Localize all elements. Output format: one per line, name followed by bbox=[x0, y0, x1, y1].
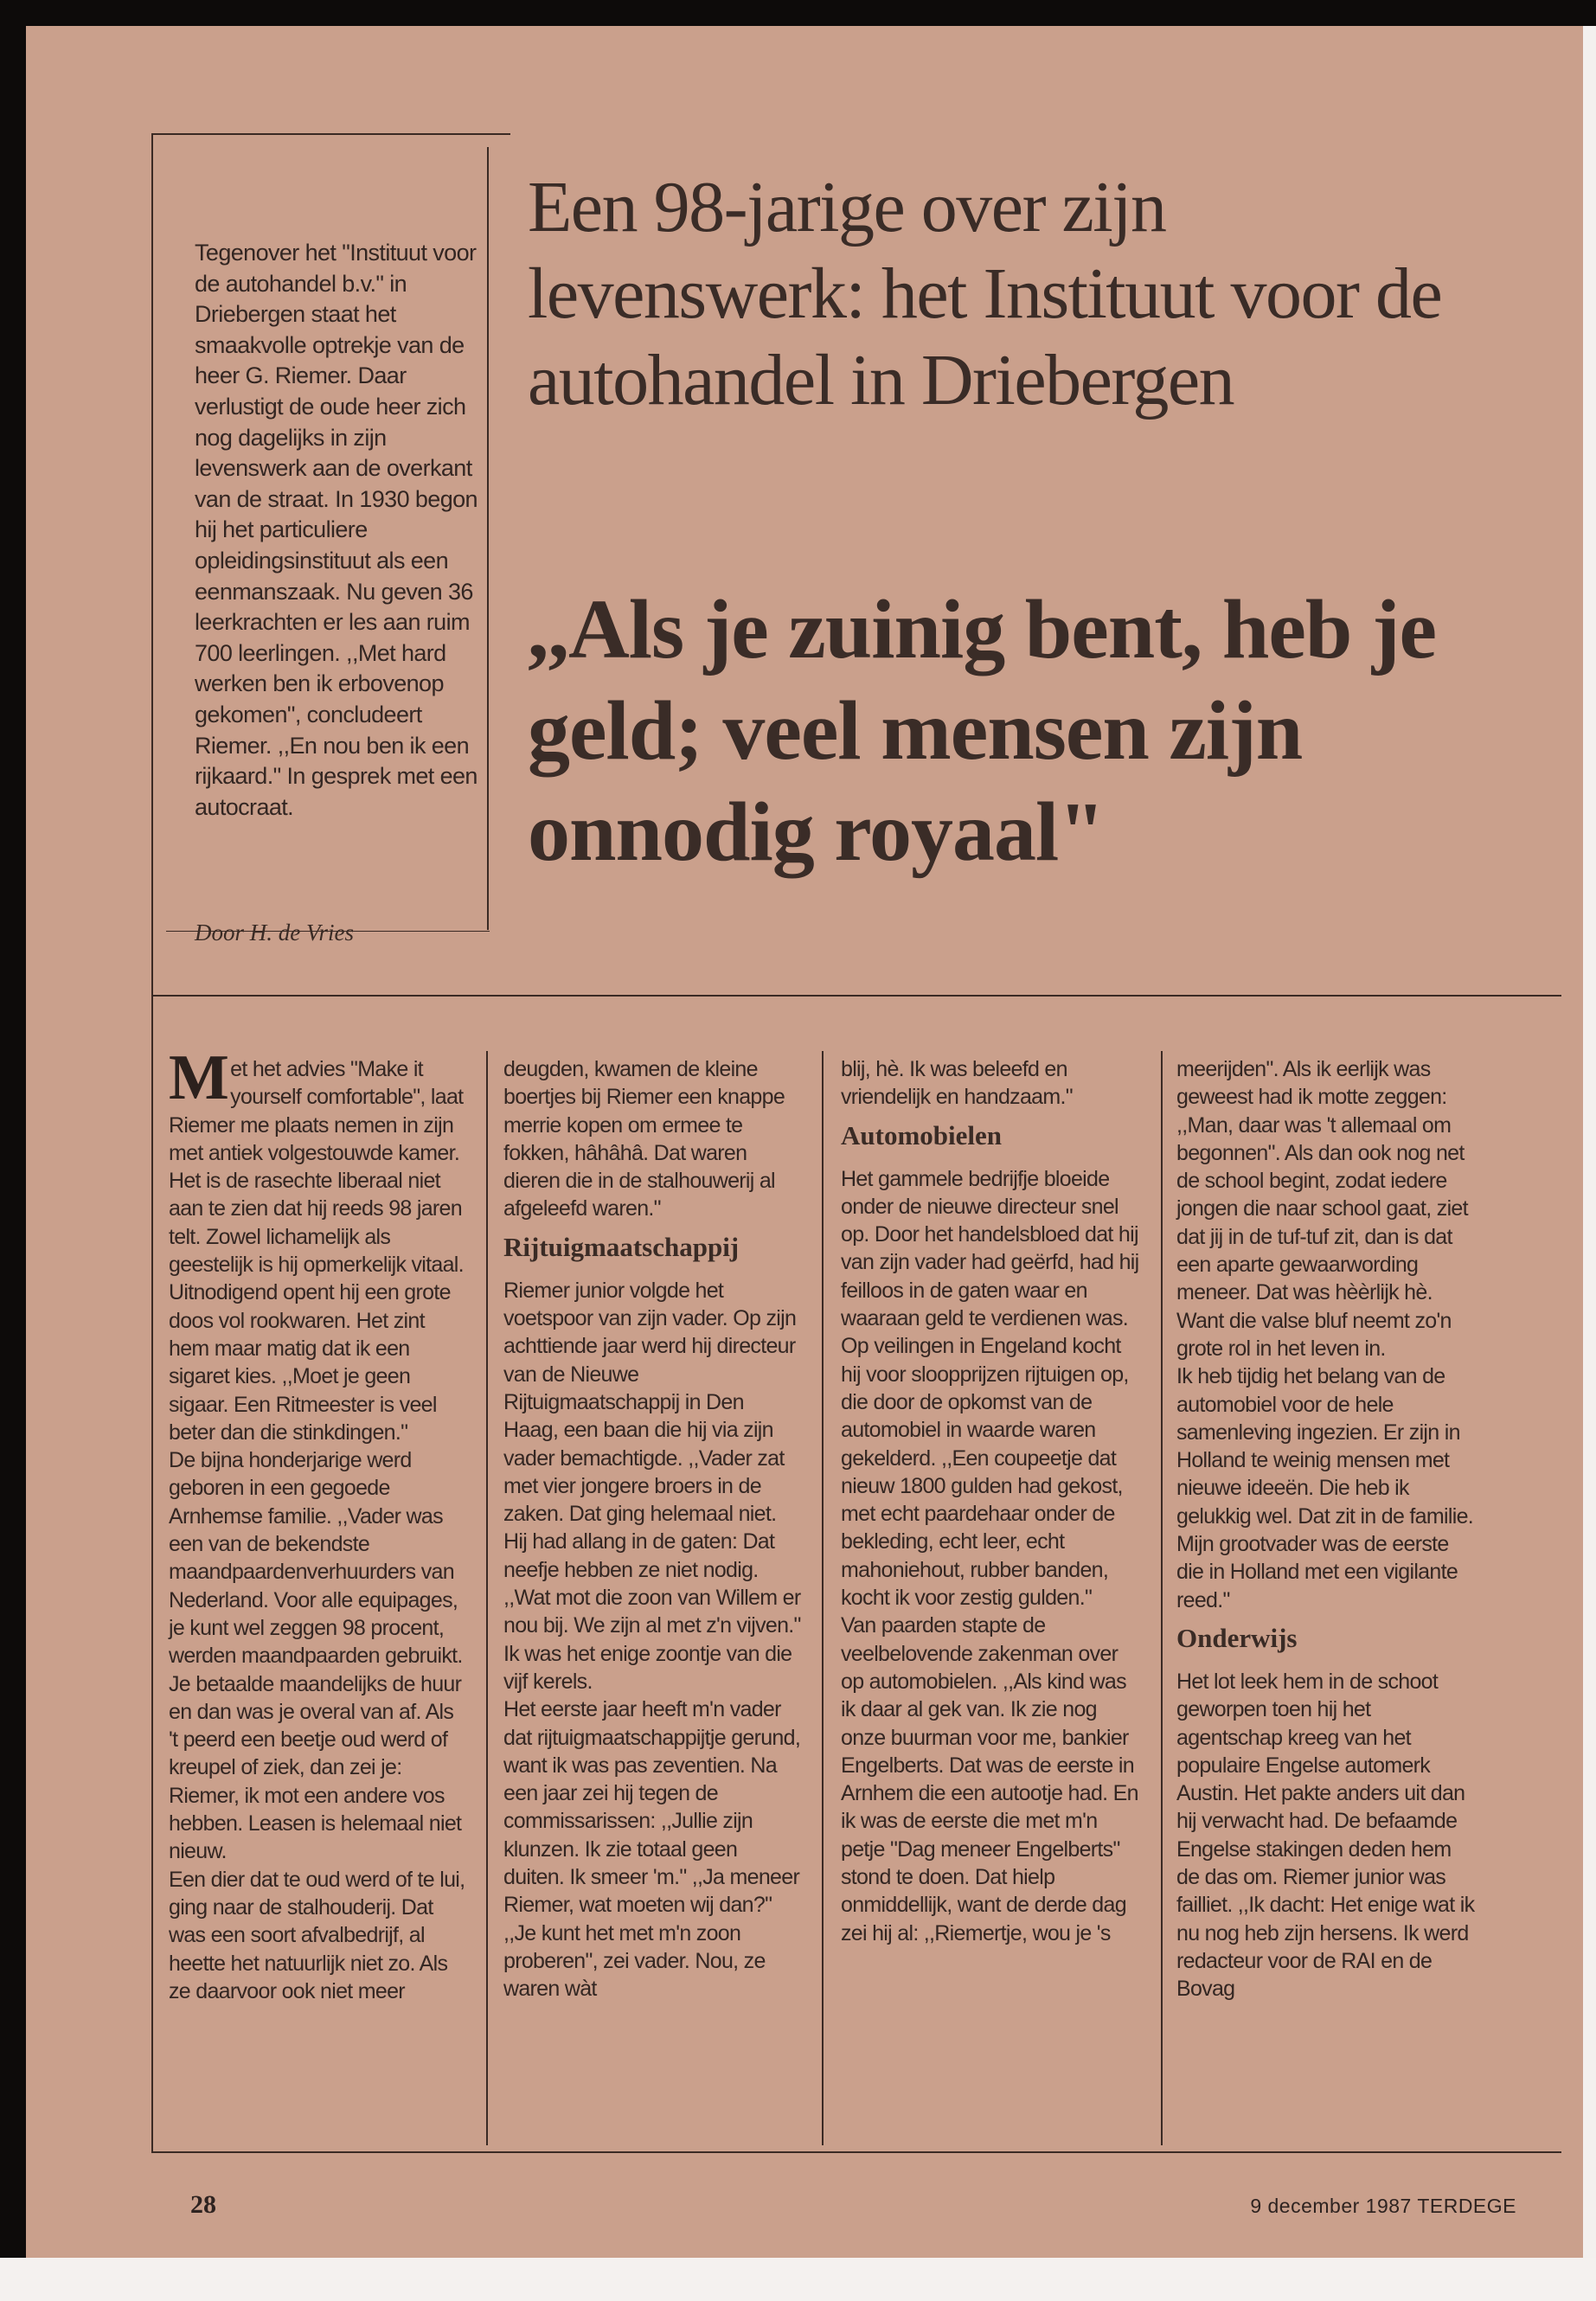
subheading-onderwijs: Onderwijs bbox=[1176, 1622, 1298, 1653]
column-4 bbox=[1176, 1055, 1475, 2003]
subheading-rijtuigmaatschappij: Rijtuigmaatschappij bbox=[503, 1231, 740, 1262]
column-4-paragraph: meerijden". Als ik eerlijk was geweest had ik motte zeggen: ,,Man, daar was 't allemaal om begonnen". Als dan ook nog net de school begint, zodat iedere jongen die naar school gaat, ziet dat jij in de tuf-tuf zit, dan is dat een aparte gewaarwording meneer. Dat was hèèrlijk hè. Want die valse bluf neemt zo'n grote rol in het leven in. bbox=[1176, 1057, 1468, 1361]
column-divider-3 bbox=[1161, 1051, 1163, 2145]
body-top-rule bbox=[151, 995, 1561, 997]
column-1-paragraph bbox=[169, 1042, 467, 1446]
page-number: 28 bbox=[190, 2190, 216, 2219]
magazine-page bbox=[26, 26, 1583, 2266]
byline: Door H. de Vries bbox=[195, 920, 354, 945]
article-intro bbox=[195, 238, 489, 823]
column-3-paragraph: Van paarden stapte de veelbelovende zakenman over op automobielen. ,,Als kind was ik daar al gek van. Ik zie nog onze buurman voor me, bankier Engelberts. Dat was de eerste in Arnhem die een autootje had. En ik was de eerste die met m'n petje "Dag meneer Engelberts" stond te doen. Dat hielp onmiddellijk, want de derde dag zei hij al: ,,Riemertje, wou je 's bbox=[841, 1613, 1138, 1945]
top-rule bbox=[151, 133, 510, 135]
article-title: Een 98-jarige over zijn levenswerk: het Instituut voor de autohandel in Driebergen bbox=[528, 167, 1442, 420]
column-3-paragraph: Het gammele bedrijfje bloeide onder de nieuwe directeur snel op. Door het handelsbloed dat hij van zijn vader had geërfd, had hij feilloos in de gaten waar en waaraan geld te verdienen was. Op veilingen in Engeland kocht hij voor sloopprijzen rijtuigen op, die door de opkomst van de automobiel in waarde waren gekelderd. ,,Een coupeetje dat nieuw 1800 gulden had gekost, met echt paardehaar onder de bekleding, echt leer, echt mahoniehout, rubber banden, kocht ik voor zestig gulden." bbox=[841, 1166, 1139, 1611]
column-2-paragraph: Riemer junior volgde het voetspoor van zijn vader. Op zijn achttiende jaar werd hij directeur van de Nieuwe Rijtuigmaatschappij in Den Haag, een baan die hij via zijn vader bemachtigde. ,,Vader zat met vier jongere broers in de zaken. Dat ging helemaal niet. Hij had allang in de gaten: Dat neefje hebben ze niet nodig. ,,Wat mot die zoon van Willem er nou bij. We zijn al met z'n vijven." Ik was het enige zoontje van die vijf kerels. bbox=[503, 1278, 801, 1694]
column-divider-2 bbox=[822, 1051, 824, 2145]
left-rule bbox=[151, 133, 153, 2153]
column-3 bbox=[841, 1055, 1139, 1947]
column-2 bbox=[503, 1055, 802, 2003]
column-4-paragraph: Ik heb tijdig het belang van de automobiel voor de hele samenleving ingezien. Er zijn in Holland te weinig mensen met nieuwe ideeën. Die heb ik gelukkig wel. Dat zit in de familie. Mijn grootvader was de eerste die in Holland met een vigilante reed." bbox=[1176, 1364, 1474, 1612]
subheading-automobielen: Automobielen bbox=[841, 1119, 1002, 1150]
column-2-paragraph: Het eerste jaar heeft m'n vader dat rijtuigmaatschappijtje gerund, want ik was pas zeventien. Na een jaar zei hij tegen de commissarissen: ,,Jullie zijn klunzen. Ik zie totaal geen duiten. Ik smeer 'm." ,,Ja meneer Riemer, wat moeten wij dan?" ,,Je kunt het met m'n zoon proberen", zei vader. Nou, ze waren wàt bbox=[503, 1697, 801, 2002]
page-edge bbox=[1583, 26, 1596, 2301]
column-1-paragraph: Een dier dat te oud werd of te lui, ging naar de stalhouderij. Dat was een soort afvalbedrijf, al heette het natuurlijk niet zo. Als ze daarvoor ook niet meer bbox=[169, 1867, 465, 2003]
column-2-paragraph: deugden, kwamen de kleine boertjes bij Riemer een knappe merrie kopen om ermee te fokken, hâhâhâ. Dat waren dieren die in de stalhouwerij al afgeleefd waren." bbox=[503, 1057, 785, 1221]
column-divider-1 bbox=[486, 1051, 488, 2145]
column-1-paragraph: De bijna honderjarige werd geboren in een gegoede Arnhemse familie. ,,Vader was een van de bekendste maandpaardenverhuurders van Nederland. Voor alle equipages, je kunt wel zeggen 98 procent, werden maandpaarden gebruikt. Je betaalde maandelijks de huur en dan was je overal van af. Als 't peerd een beetje oud werd of kreupel of ziek, dan zei je: Riemer, ik mot een andere vos hebben. Leasen is helemaal niet nieuw. bbox=[169, 1448, 463, 1864]
column-3-paragraph: blij, hè. Ik was beleefd en vriendelijk en handzaam." bbox=[841, 1057, 1073, 1110]
column-1 bbox=[169, 1042, 467, 2005]
column-4-paragraph: Het lot leek hem in de schoot geworpen toen hij het agentschap kreeg van het populaire Engelse automerk Austin. Het pakte anders uit dan hij verwacht had. De befaamde Engelse stakingen deden hem de das om. Riemer junior was failliet. ,,Ik dacht: Het enige wat ik nu nog heb zijn hersens. Ik werd redacteur voor de RAI en de Bovag bbox=[1176, 1669, 1475, 2002]
issue-date-publication: 9 december 1987 TERDEGE bbox=[1250, 2195, 1516, 2217]
bottom-rule bbox=[151, 2151, 1561, 2153]
pull-quote: ,,Als je zuinig bent, heb je geld; veel mensen zijn onnodig royaal" bbox=[528, 583, 1436, 879]
column-1-text: et het advies "Make it yourself comfortable", laat Riemer me plaats nemen in zijn met antiek volgestouwde kamer. Het is de rasechte liberaal niet aan te zien dat hij reeds 98 jaren telt. Zowel lichamelijk als geestelijk is hij opmerkelijk vitaal. Uitnodigend opent hij een grote doos vol rookwaren. Het zint hem maar matig dat ik een sigaret kies. ,,Moet je geen sigaar. Een Ritmeester is veel beter dan die stinkdingen." bbox=[169, 1057, 464, 1445]
scan-bottom-edge bbox=[0, 2258, 1596, 2301]
drop-cap: M bbox=[169, 1042, 229, 1113]
intro-text: Tegenover het "Instituut voor de autohandel b.v." in Driebergen staat het smaakvolle optrekje van de heer G. Riemer. Daar verlustigt de oude heer zich nog dagelijks in zijn levenswerk aan de overkant van de straat. In 1930 begon hij het particuliere opleidingsinstituut als een eenmanszaak. Nu geven 36 leerkrachten er les aan ruim 700 leerlingen. ,,Met hard werken ben ik erbovenop gekomen", concludeert Riemer. ,,En nou ben ik een rijkaard." In gesprek met een autocraat. bbox=[195, 240, 478, 820]
